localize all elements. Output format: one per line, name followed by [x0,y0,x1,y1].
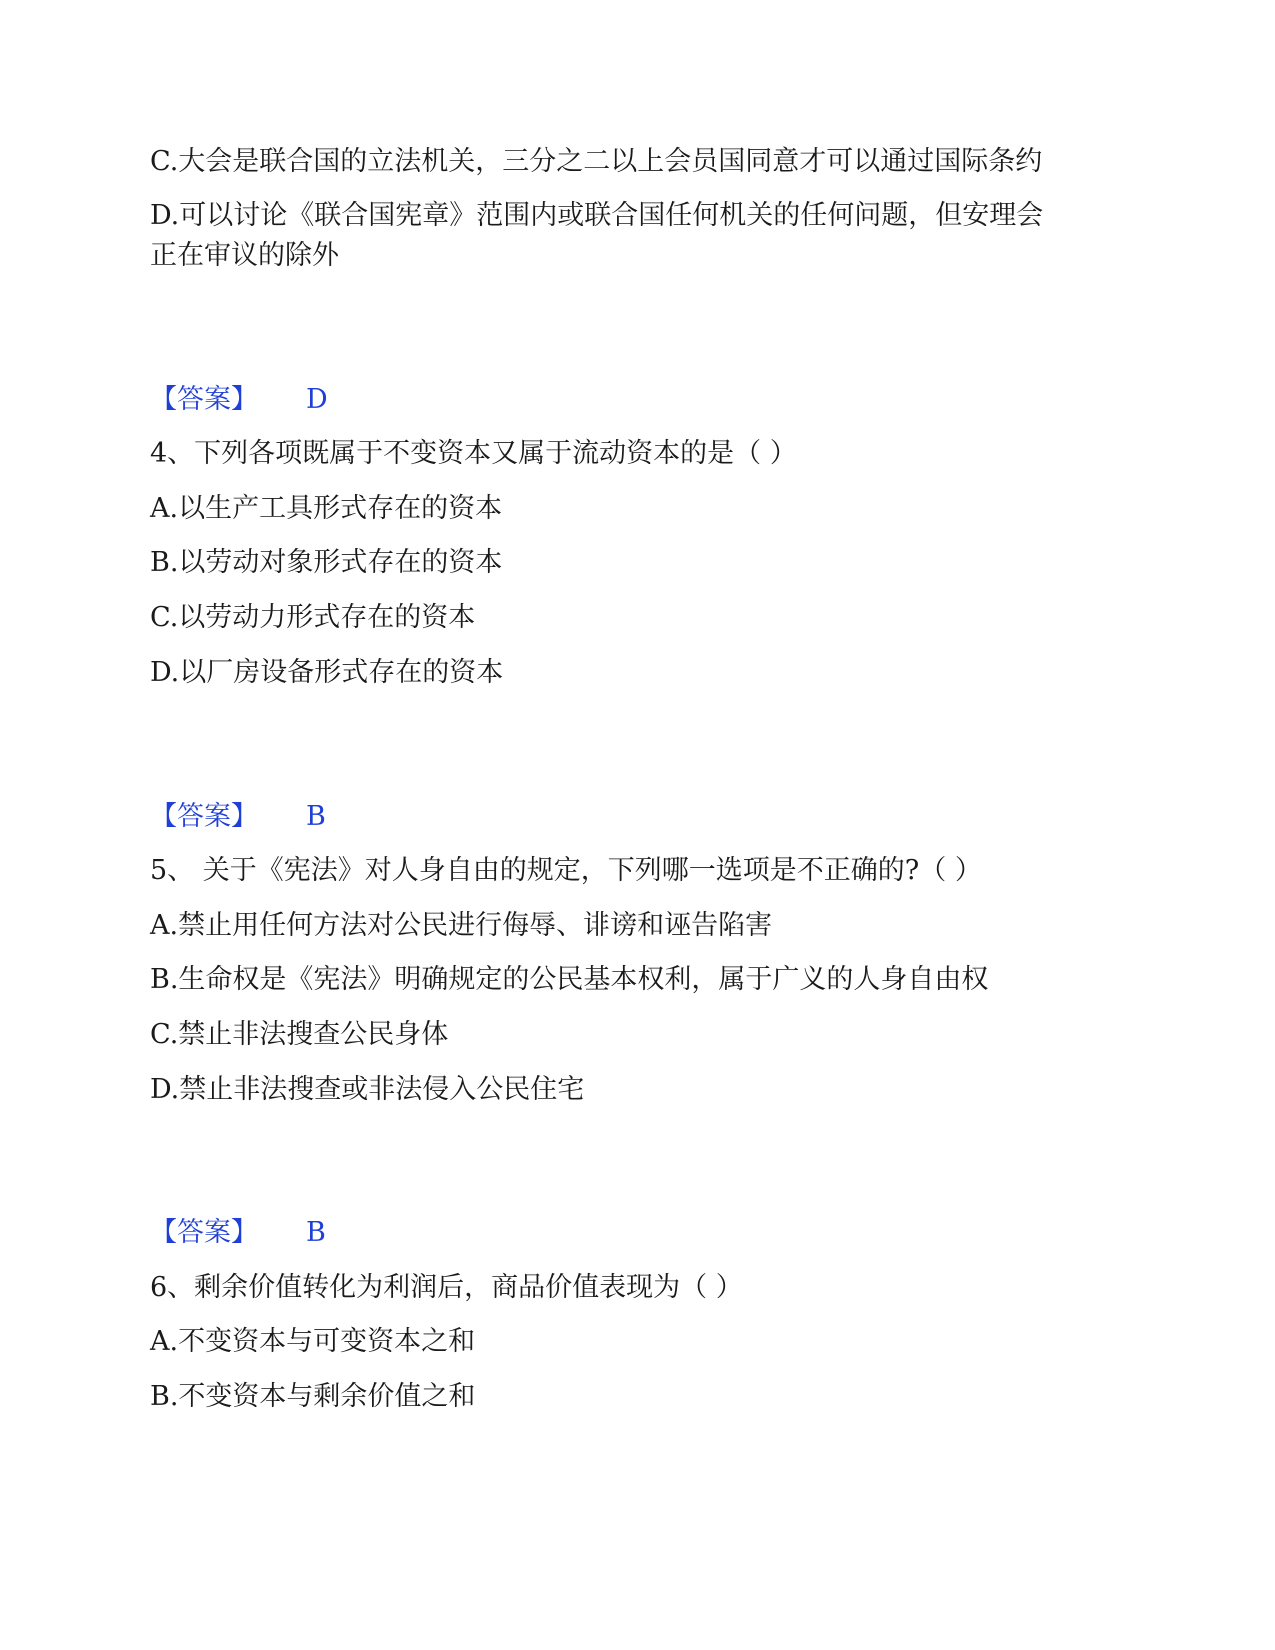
q4-stem: 4、下列各项既属于不变资本又属于流动资本的是（ ） [150,438,797,469]
q5-stem: 5、 关于《宪法》对人身自由的规定，下列哪一选项是不正确的?（ ） [150,855,982,886]
q3-answer [150,380,328,420]
q3-option-d-line1: D.可以讨论《联合国宪章》范围内或联合国任何机关的任何问题，但安理会 [150,200,1044,231]
q5-option-b: B.生命权是《宪法》明确规定的公民基本权利，属于广义的人身自由权 [150,964,989,995]
q3-option-c: C.大会是联合国的立法机关，三分之二以上会员国同意才可以通过国际条约 [150,146,1043,177]
q4-answer [150,797,326,837]
answer-value: B [306,1217,326,1248]
answer-tag: 【答案】 [150,384,258,415]
q5-answer [150,1213,326,1253]
answer-value: D [306,384,328,415]
answer-value: B [306,801,326,832]
q6-option-a: A.不变资本与可变资本之和 [150,1326,476,1357]
answer-tag: 【答案】 [150,801,258,832]
q4-option-b: B.以劳动对象形式存在的资本 [150,547,503,578]
q4-option-c: C.以劳动力形式存在的资本 [150,602,476,633]
q6-stem: 6、剩余价值转化为利润后，商品价值表现为（ ） [150,1272,743,1303]
q6-option-b: B.不变资本与剩余价值之和 [150,1381,476,1412]
q4-option-a: A.以生产工具形式存在的资本 [150,493,503,524]
q4-option-d: D.以厂房设备形式存在的资本 [150,657,504,688]
q3-option-d-line2: 正在审议的除外 [150,240,339,271]
q5-option-a: A.禁止用任何方法对公民进行侮辱、诽谤和诬告陷害 [150,910,773,941]
q5-option-c: C.禁止非法搜查公民身体 [150,1019,449,1050]
answer-tag: 【答案】 [150,1217,258,1248]
q5-option-d: D.禁止非法搜查或非法侵入公民住宅 [150,1074,585,1105]
